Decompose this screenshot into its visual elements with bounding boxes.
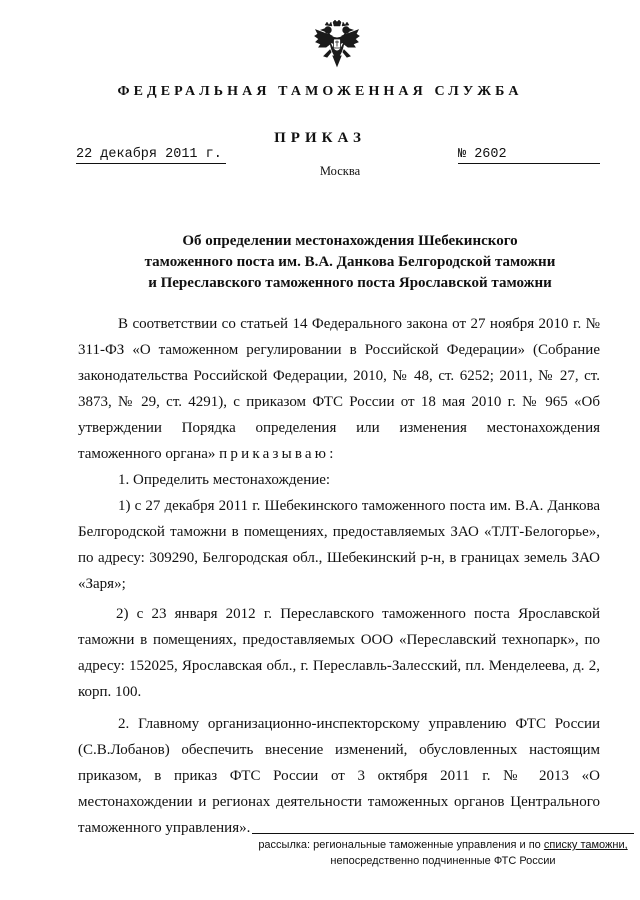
item-1-2: 2) с 23 января 2012 г. Переславского таможенного поста Ярославской таможни в помещениях, предоставляемых ООО «Переславский технопарк», по адресу: 152025, Ярославская обл., г. Переславль-Залесский, пл. Менделеева, д. 2, корп. 100. xyxy=(78,606,600,700)
agency-name: ФЕДЕРАЛЬНАЯ ТАМОЖЕННАЯ СЛУЖБА xyxy=(117,84,523,99)
mailing-text: рассылка: региональные таможенные управления и по xyxy=(258,839,541,851)
mailing-underlined: списку таможни, xyxy=(543,839,628,851)
item-2: 2. Главному организационно-инспекторскому управлению ФТС России (С.В.Лобанов) обеспечить внесение изменений, обусловленных настоящим приказом, в приказ ФТС России от 3 октября 2011 г. № 2013 «О местонахождении и регионах деятельности таможенных органов Центрального таможенного управления». xyxy=(78,716,600,836)
title-line-3: и Переславского таможенного поста Ярославской таможни xyxy=(148,275,552,291)
document-type: ПРИКАЗ xyxy=(274,130,366,146)
document-city: Москва xyxy=(319,164,361,178)
title-line-1: Об определении местонахождения Шебекинского xyxy=(182,233,518,249)
item-1: 1. Определить местонахождение: xyxy=(118,472,331,488)
prikazyvayu-text: приказываю: xyxy=(219,446,337,462)
intro-paragraph xyxy=(78,311,600,467)
title-line-2: таможенного поста им. В.А. Данкова Белгородской таможни xyxy=(144,254,556,270)
mailing-list xyxy=(252,833,634,869)
document-date: 22 декабря 2011 г. xyxy=(76,147,226,164)
item-1-1: 1) с 27 декабря 2011 г. Шебекинского таможенного поста им. В.А. Данкова Белгородской таможни в помещениях, предоставляемых ЗАО «ТЛТ-Белогорье», по адресу: 309290, Белгородская обл., Шебекинский р-н, в границах земель ЗАО «Заря»; xyxy=(78,498,600,592)
mailing-line-2: непосредственно подчиненные ФТС России xyxy=(330,855,556,867)
intro-text: В соответствии со статьей 14 Федерального закона от 27 ноября 2010 г. № 311-ФЗ «О таможенном регулировании в Российской Федерации» (Собрание законодательства Российской Федерации, 2010, № 48, ст. 6252; 2011, № 27, ст. 3873, № 29, ст. 4291), с приказом ФТС России от 18 мая 2010 г. № 965 «Об утверждении Порядка определения или изменения местонахождения таможенного органа» xyxy=(78,316,600,462)
document-number: № 2602 xyxy=(458,147,600,164)
document-title xyxy=(90,231,610,294)
double-headed-eagle-icon xyxy=(314,20,360,68)
document-body xyxy=(78,311,600,841)
